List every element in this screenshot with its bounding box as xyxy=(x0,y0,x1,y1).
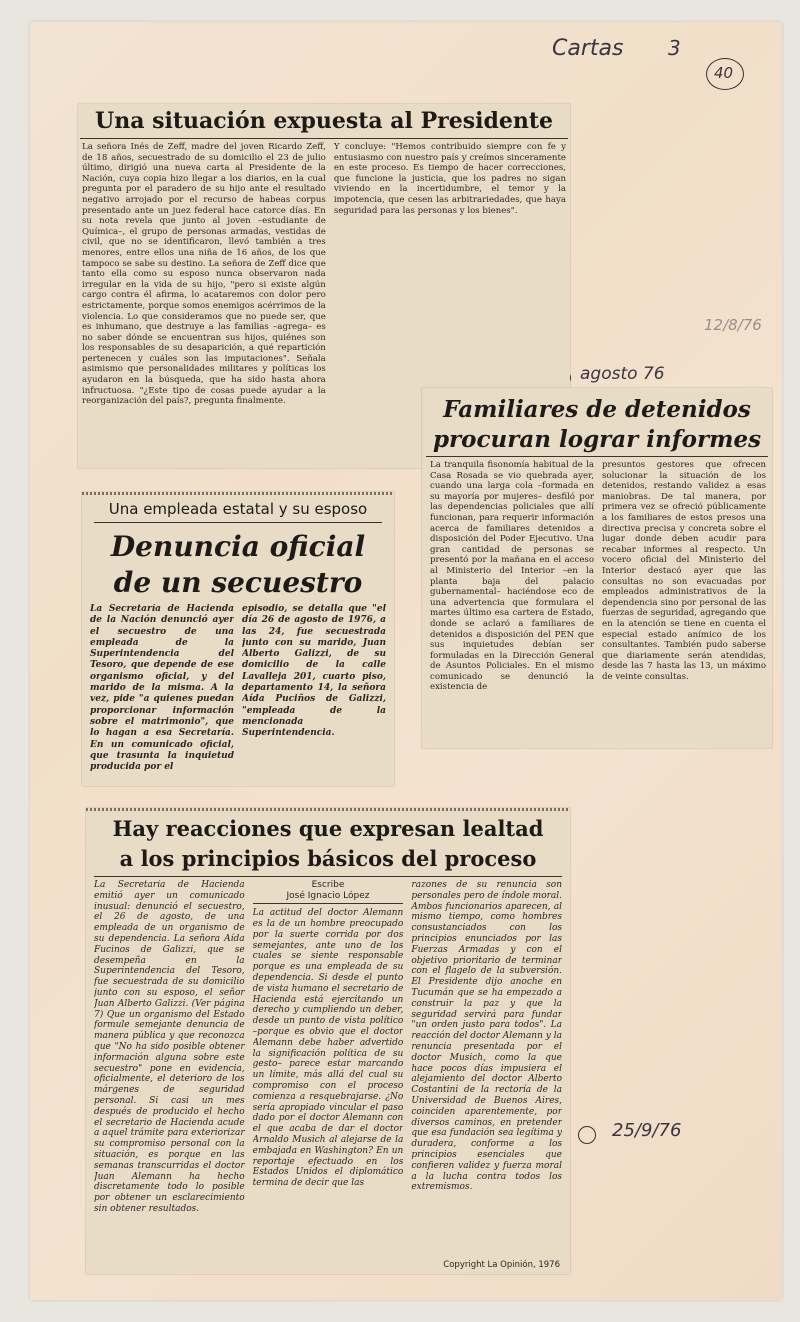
kicker: Una empleada estatal y su esposo xyxy=(108,500,368,518)
column-1: La Secretaría de Hacienda de la Nación denunció ayer el secuestro de una empleada de la Superintendencia del Tesoro, que depende de ese organismo oficial, y del marido de la misma. A la vez, pide "a quienes puedan proporcionar información sobre el matrimonio", que lo hagan a esa Secretaría. En un comunicado oficial, que trasunta la inquietud producida por el xyxy=(90,604,234,773)
byline-name: José Ignacio López xyxy=(253,891,404,905)
headline: Una situación expuesta al Presidente xyxy=(95,108,553,134)
handwritten-top-number: 3 xyxy=(668,36,681,60)
headline-line-1: Familiares de detenidos xyxy=(443,396,751,423)
handwritten-circle-e xyxy=(578,1126,596,1144)
perforation-top xyxy=(86,808,570,811)
headline-line-2: procuran lograr informes xyxy=(432,426,762,453)
column-2: La actitud del doctor Alemann es la de un hombre preocupado por la suerte corrida por dos semejantes, ante uno de los cuales se siente responsable porque es una empleada de su dependencia. Si desde el punto de vista humano el secretario de Hacienda está ejercitando un derecho y cumpliendo un deber, desde un punto de vista político –porque es obvio que el doctor Alemann debe haber advertido la significación política de su gesto– parece estar marcando un límite, más allá del cual su compromiso con el proceso comienza a resquebrajarse. ¿No sería apropiado vincular el paso dado por el doctor Alemann con el que acaba de dar el doctor Arnaldo Musich al alejarse de la embajada en Washington? En un reportaje efectuado en los Estados Unidos el diplomático termina de decir que las xyxy=(252,908,404,1189)
headline-rule xyxy=(94,876,562,877)
article-columns xyxy=(94,880,562,1260)
handwritten-page-number: 40 xyxy=(714,64,734,82)
column-2: episodio, se detalla que "el día 26 de agosto de 1976, a las 24, fue secuestrada junto con su marido, Juan Alberto Galizzi, de su domicilio de la calle Lavalleja 201, cuarto piso, departamento 14, la señora Aída Puciños de Galizzi, "empleada de la mencionada Superintendencia. xyxy=(242,604,386,739)
handwritten-date-e: 25/9/76 xyxy=(612,1120,682,1141)
handwritten-top-label: Cartas xyxy=(552,36,624,61)
article-clipping-familiares xyxy=(422,388,772,748)
column-3: razones de su renuncia son personales pero de índole moral. Ambos funcionarios aparecen, al mismo tiempo, como hombres consustanciados con los principios enunciados por las Fuerzas Armadas y con el objetivo prioritario de terminar con el flagelo de la subversión. El Presidente dijo anoche en Tucumán que se ha empezado a construir la paz y que la seguridad servirá para fundar "un orden justo para todos". La reacción del doctor Alemann y la renuncia presentada por el doctor Musich, como la que hace pocos días impusiera el alejamiento del doctor Alberto Costantini de la rectoría de la Universidad de Buenos Aires, coinciden aparentemente, por diversos caminos, en pretender que esa fundación sea legítima y duradera, conforme a los principios esenciales que confieren validez y fuerza moral a la lucha contra todos los extremismos. xyxy=(411,880,563,1193)
column-1: La Secretaría de Hacienda emitió ayer un comunicado inusual: denunció el secuestro, el 26 de agosto, de una empleada de un organismo de su dependencia. La señora Aída Fucinos de Galizzi, que se desempeña en la Superintendencia del Tesoro, fue secuestrada de su domicilio junto con su esposo, el señor Juan Alberto Galizzi. (Ver página 7) Que un organismo del Estado formule semejante denuncia de manera pública y que reconozca que "No ha sido posible obtener información alguna sobre este secuestro" pone en evidencia, oficialmente, el deterioro de los márgenes de seguridad personal. Si casi un mes después de producido el hecho el secretario de Hacienda acude a aquel trámite para exteriorizar su compromiso personal con la situación, es porque en las semanas transcurridas el doctor Juan Alemann ha hecho discretamente todo lo posible por obtener un esclarecimiento sin obtener resultados. xyxy=(94,880,245,1214)
copyright: Copyright La Opinión, 1976 xyxy=(443,1260,560,1270)
headline-line-1: Denuncia oficial xyxy=(110,530,366,563)
article-clipping-reacciones xyxy=(86,808,570,1274)
headline-line-1: Hay reacciones que expresan lealtad xyxy=(112,816,544,841)
perforation-top xyxy=(82,492,394,495)
headline-rule xyxy=(80,138,568,139)
article-clipping-denuncia xyxy=(82,492,394,786)
byline-label: Escribe xyxy=(311,880,345,890)
headline-line-2: de un secuestro xyxy=(113,566,363,599)
article-columns xyxy=(90,604,386,784)
headline-line-2: a los principios básicos del proceso xyxy=(119,846,537,871)
column-2: presuntos gestores que ofrecen solucionar la situación de los detenidos, restando validez a esas maniobras. De tal manera, por primera vez se ofreció públicamente a los familiares de estos presos una directiva precisa y concreta sobre el lugar donde deben acudir para recabar informes al respecto. Un vocero oficial del Ministerio del Interior destacó ayer que las consultas no son evacuadas por empleados administrativos de la dependencia sino por personal de las fuerzas de seguridad, agregando que en la atención se tiene en cuenta el especial estado anímico de los consultantes. También pudo saberse que diariamente serán atendidas, desde las 7 hasta las 13, un máximo de veinte consultas. xyxy=(602,460,766,682)
kicker-rule xyxy=(94,522,382,523)
column-1: La señora Inés de Zeff, madre del joven Ricardo Zeff, de 18 años, secuestrado de su domicilio el 23 de julio último, dirigió una nueva carta al Presidente de la Nación, cuya copia hizo llegar a los diarios, en la cual pregunta por el paradero de su hijo ante el resultado negativo arrojado por el recurso de habeas corpus presentado ante un juez federal hace catorce días. En su nota revela que junto al joven –estudiante de Química–, el grupo de personas armadas, vestidas de civil, que no se identificaron, llevó también a tres menores, entre ellos una niña de 16 años, de los que tampoco se sabe su destino. La señora de Zeff dice que tanto ella como su esposo nunca observaron nada irregular en la vida de su hijo, "pero si existe algún cargo contra él afirma, lo acataremos con dolor pero estrictamente, porque somos enemigos acérrimos de la violencia. Lo que consideramos que no puede ser, que es inhumano, que destruye a las familias –agrega– es no saber dónde se encuentran sus hijos, quiénes son los responsables de su desaparición, a qué repartición pertenecen y cuáles son las imputaciones". Señala asimismo que personalidades militares y políticas los ayudaron en la búsqueda, que ha sido hasta ahora infructuosa. "¿Este tipo de cosas puede ayudar a la reorganización del país?, pregunta finalmente. xyxy=(82,142,326,407)
handwritten-date-b: 12/8/76 xyxy=(704,316,762,334)
column-2: Y concluye: "Hemos contribuido siempre con fe y entusiasmo con nuestro país y creímos sinceramente en este proceso. Es tiempo de hacer correcciones, que funcione la justicia, que los padres no sigan viviendo en la incertidumbre, el temor y la impotencia, que cesen las arbitrariedades, que haya seguridad para las personas y los bienes". xyxy=(333,142,566,216)
column-1: La tranquila fisonomía habitual de la Casa Rosada se vio quebrada ayer, cuando una larga cola –formada en su mayoría por mujeres– desfiló por las dependencias policiales que allí funcionan, para requerir información acerca de familiares detenidos a disposición del Poder Ejecutivo. Una gran cantidad de personas se presentó por la mañana en el acceso al Ministerio del Interior –en la planta baja del palacio gubernamental– haciéndose eco de una advertencia que formulara el martes último esa cartera de Estado, donde se aclaró a familiares de detenidos a disposición del PEN que sus inquietudes debían ser formuladas en la Dirección General de Asuntos Policiales. En el mismo comunicado se denunció la existencia de xyxy=(430,460,594,693)
article-columns xyxy=(430,460,766,744)
handwritten-date-c: agosto 76 xyxy=(580,364,665,384)
headline-rule xyxy=(426,456,768,457)
column-2-wrapper xyxy=(253,880,404,1260)
